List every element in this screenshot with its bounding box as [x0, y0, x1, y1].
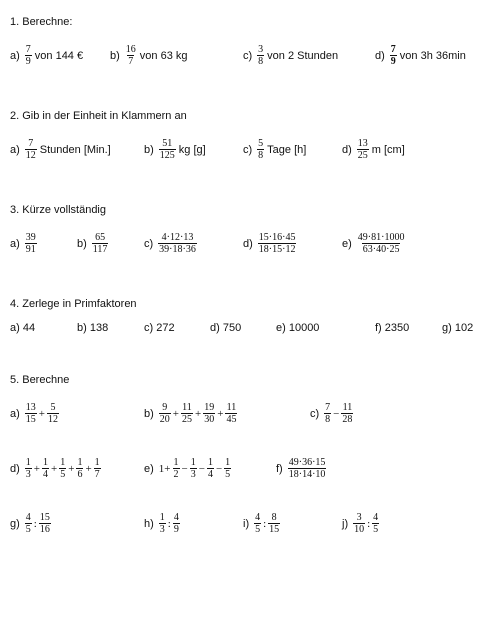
fraction: $\frac{13}{25}$ [357, 138, 368, 161]
denominator: 15 [269, 524, 280, 535]
task-5i [243, 512, 281, 535]
fraction [190, 457, 197, 480]
text: von 144 € [34, 49, 84, 62]
operator: + [33, 462, 40, 475]
denominator: 20 [159, 414, 170, 425]
task-2c [243, 138, 306, 161]
denominator: 4 [207, 469, 213, 480]
denominator: 8 [325, 414, 331, 425]
task-5e [144, 457, 232, 480]
label: a) [10, 143, 20, 156]
numerator: 4 [373, 512, 379, 523]
task-1b [110, 44, 187, 67]
task-4d: d) 750 [210, 322, 242, 334]
fraction [181, 402, 193, 425]
numerator: 1 [25, 457, 31, 468]
denominator: 12 [48, 414, 58, 425]
text: kg [g] [178, 143, 206, 156]
fraction: $\frac{5}{8}$ [258, 138, 264, 161]
denominator: 30 [204, 414, 215, 425]
denominator: 15 [25, 414, 36, 425]
task-2a [10, 138, 111, 161]
numerator: 9 [162, 402, 168, 413]
operator: + [85, 462, 92, 475]
numerator: 3 [356, 512, 362, 523]
task-1c [243, 44, 338, 67]
fraction [59, 457, 66, 480]
label: d) [10, 462, 20, 475]
numerator: 1 [159, 512, 165, 523]
operator: + [217, 407, 224, 420]
label: j) [342, 517, 349, 530]
numerator: 49·36·15 [288, 457, 326, 468]
operator: − [198, 462, 205, 475]
numerator: 1 [43, 457, 48, 468]
task-4g: g) 102 [442, 322, 474, 334]
denominator: 16 [39, 524, 50, 535]
numerator: 11 [182, 402, 192, 413]
task-5c [310, 402, 354, 425]
numerator: 8 [271, 512, 277, 523]
section-4-title: 4. Zerlege in Primfaktoren [10, 298, 137, 310]
fraction [341, 402, 353, 425]
fraction: $\frac{7}{9}$ [25, 44, 31, 67]
task-4a: a) 44 [10, 322, 36, 334]
fraction [288, 457, 327, 480]
task-4e: e) 10000 [276, 322, 320, 334]
task-3d [243, 232, 297, 255]
numerator: 4 [255, 512, 261, 523]
numerator: 4 [173, 512, 179, 523]
operator: + [172, 407, 179, 420]
operator: : [367, 517, 371, 530]
operator: − [333, 407, 340, 420]
label: b) [77, 237, 87, 250]
task-5j [342, 512, 380, 535]
fraction: $\frac{51}{125}$ [159, 138, 175, 161]
fraction [372, 512, 379, 535]
label: e) [342, 237, 352, 250]
denominator: 6 [77, 469, 83, 480]
label: a) [10, 237, 20, 250]
denominator: 5 [25, 524, 31, 535]
operator: + [38, 407, 45, 420]
numerator: 1 [225, 457, 231, 468]
section-2-title: 2. Gib in der Einheit in Klammern an [10, 110, 187, 122]
fraction: $\frac{16}{7}$ [125, 44, 136, 67]
task-5a [10, 402, 60, 425]
numerator: 11 [342, 402, 353, 413]
denominator: 7 [94, 469, 100, 480]
denominator: 2 [173, 469, 179, 480]
task-2b [144, 138, 206, 161]
fraction [42, 457, 49, 480]
fraction [254, 512, 261, 535]
numerator: 1 [190, 457, 196, 468]
task-4b: b) 138 [77, 322, 109, 334]
text: Stunden [Min.] [39, 143, 111, 156]
fraction: $\frac{49\cdot 81\cdot 1000}{63\cdot 40\cdot 25}$ [357, 232, 405, 255]
fraction: $\frac{3}{8}$ [258, 44, 264, 67]
task-2d [342, 138, 405, 161]
denominator: 5 [60, 469, 66, 480]
label: d) [342, 143, 352, 156]
numerator: 1 [94, 457, 100, 468]
denominator: 5 [373, 524, 379, 535]
fraction [76, 457, 83, 480]
numerator: 4 [25, 512, 31, 523]
denominator: 18·14·10 [288, 469, 326, 480]
fraction [225, 402, 237, 425]
label: b) [110, 49, 120, 62]
text: von 2 Stunden [267, 49, 339, 62]
fraction [159, 512, 166, 535]
numerator: 15 [39, 512, 50, 523]
fraction [324, 402, 331, 425]
section-3-title: 3. Kürze vollständig [10, 204, 106, 216]
label: b) [144, 407, 154, 420]
numerator: 1 [207, 457, 213, 468]
denominator: 3 [159, 524, 165, 535]
text: von 63 kg [139, 49, 188, 62]
fraction [25, 512, 32, 535]
numerator: 11 [226, 402, 237, 413]
denominator: 4 [43, 469, 48, 480]
task-3a [10, 232, 38, 255]
label: a) [10, 49, 20, 62]
task-1a [10, 44, 83, 67]
numerator: 1 [173, 457, 179, 468]
task-5d [10, 457, 102, 480]
label: f) [276, 462, 283, 475]
operator: : [33, 517, 37, 530]
denominator: 25 [182, 414, 192, 425]
operator: : [263, 517, 267, 530]
section-1-title: 1. Berechne: [10, 16, 73, 28]
operator: + [195, 407, 202, 420]
fraction [25, 402, 37, 425]
task-4c: c) 272 [144, 322, 175, 334]
numerator: 19 [204, 402, 215, 413]
task-3c [144, 232, 198, 255]
fraction [203, 402, 215, 425]
label: c) [310, 407, 320, 420]
label: d) [243, 237, 253, 250]
fraction [353, 512, 365, 535]
fraction [39, 512, 51, 535]
fraction: $\frac{4\cdot 12\cdot 13}{39\cdot 18\cdot 36}$ [159, 232, 196, 255]
task-1d [375, 44, 466, 67]
operator: + [68, 462, 75, 475]
label: e) [144, 462, 154, 475]
fraction: $\frac{7}{9}$ [390, 44, 396, 67]
denominator: 3 [190, 469, 196, 480]
fraction: $\frac{7}{12}$ [25, 138, 36, 161]
fraction [94, 457, 101, 480]
fraction: $\frac{39}{91}$ [25, 232, 36, 255]
label: c) [144, 237, 154, 250]
label: g) [10, 517, 20, 530]
task-5f [276, 457, 327, 480]
operator: − [215, 462, 223, 475]
fraction [207, 457, 214, 480]
fraction [268, 512, 280, 535]
operator: 1+ [158, 462, 171, 475]
section-5-title: 5. Berechne [10, 374, 70, 386]
denominator: 5 [255, 524, 261, 535]
numerator: 5 [50, 402, 56, 413]
fraction [159, 402, 171, 425]
text: m [cm] [371, 143, 405, 156]
numerator: 1 [77, 457, 83, 468]
label: a) [10, 407, 20, 420]
label: c) [243, 49, 253, 62]
label: b) [144, 143, 154, 156]
fraction [47, 402, 59, 425]
fraction [25, 457, 32, 480]
denominator: 3 [25, 469, 31, 480]
label: h) [144, 517, 154, 530]
numerator: 13 [25, 402, 36, 413]
task-5h [144, 512, 181, 535]
operator: : [167, 517, 171, 530]
text: Tage [h] [267, 143, 307, 156]
task-3e [342, 232, 406, 255]
denominator: 10 [354, 524, 365, 535]
fraction [224, 457, 231, 480]
denominator: 45 [226, 414, 237, 425]
numerator: 7 [325, 402, 331, 413]
text: von 3h 36min [399, 49, 466, 62]
denominator: 5 [225, 469, 231, 480]
label: d) [375, 49, 385, 62]
fraction [173, 457, 180, 480]
operator: + [51, 462, 58, 475]
numerator: 1 [60, 457, 66, 468]
fraction: $\frac{15\cdot 16\cdot 45}{18\cdot 15\cdot 12}$ [258, 232, 296, 255]
operator: − [181, 462, 188, 475]
denominator: 9 [173, 524, 179, 535]
task-4f: f) 2350 [375, 322, 410, 334]
denominator: 28 [342, 414, 353, 425]
task-5b [144, 402, 238, 425]
fraction: $\frac{65}{117}$ [92, 232, 108, 255]
task-3b [77, 232, 109, 255]
label: c) [243, 143, 253, 156]
fraction [173, 512, 180, 535]
task-5g [10, 512, 52, 535]
label: i) [243, 517, 250, 530]
